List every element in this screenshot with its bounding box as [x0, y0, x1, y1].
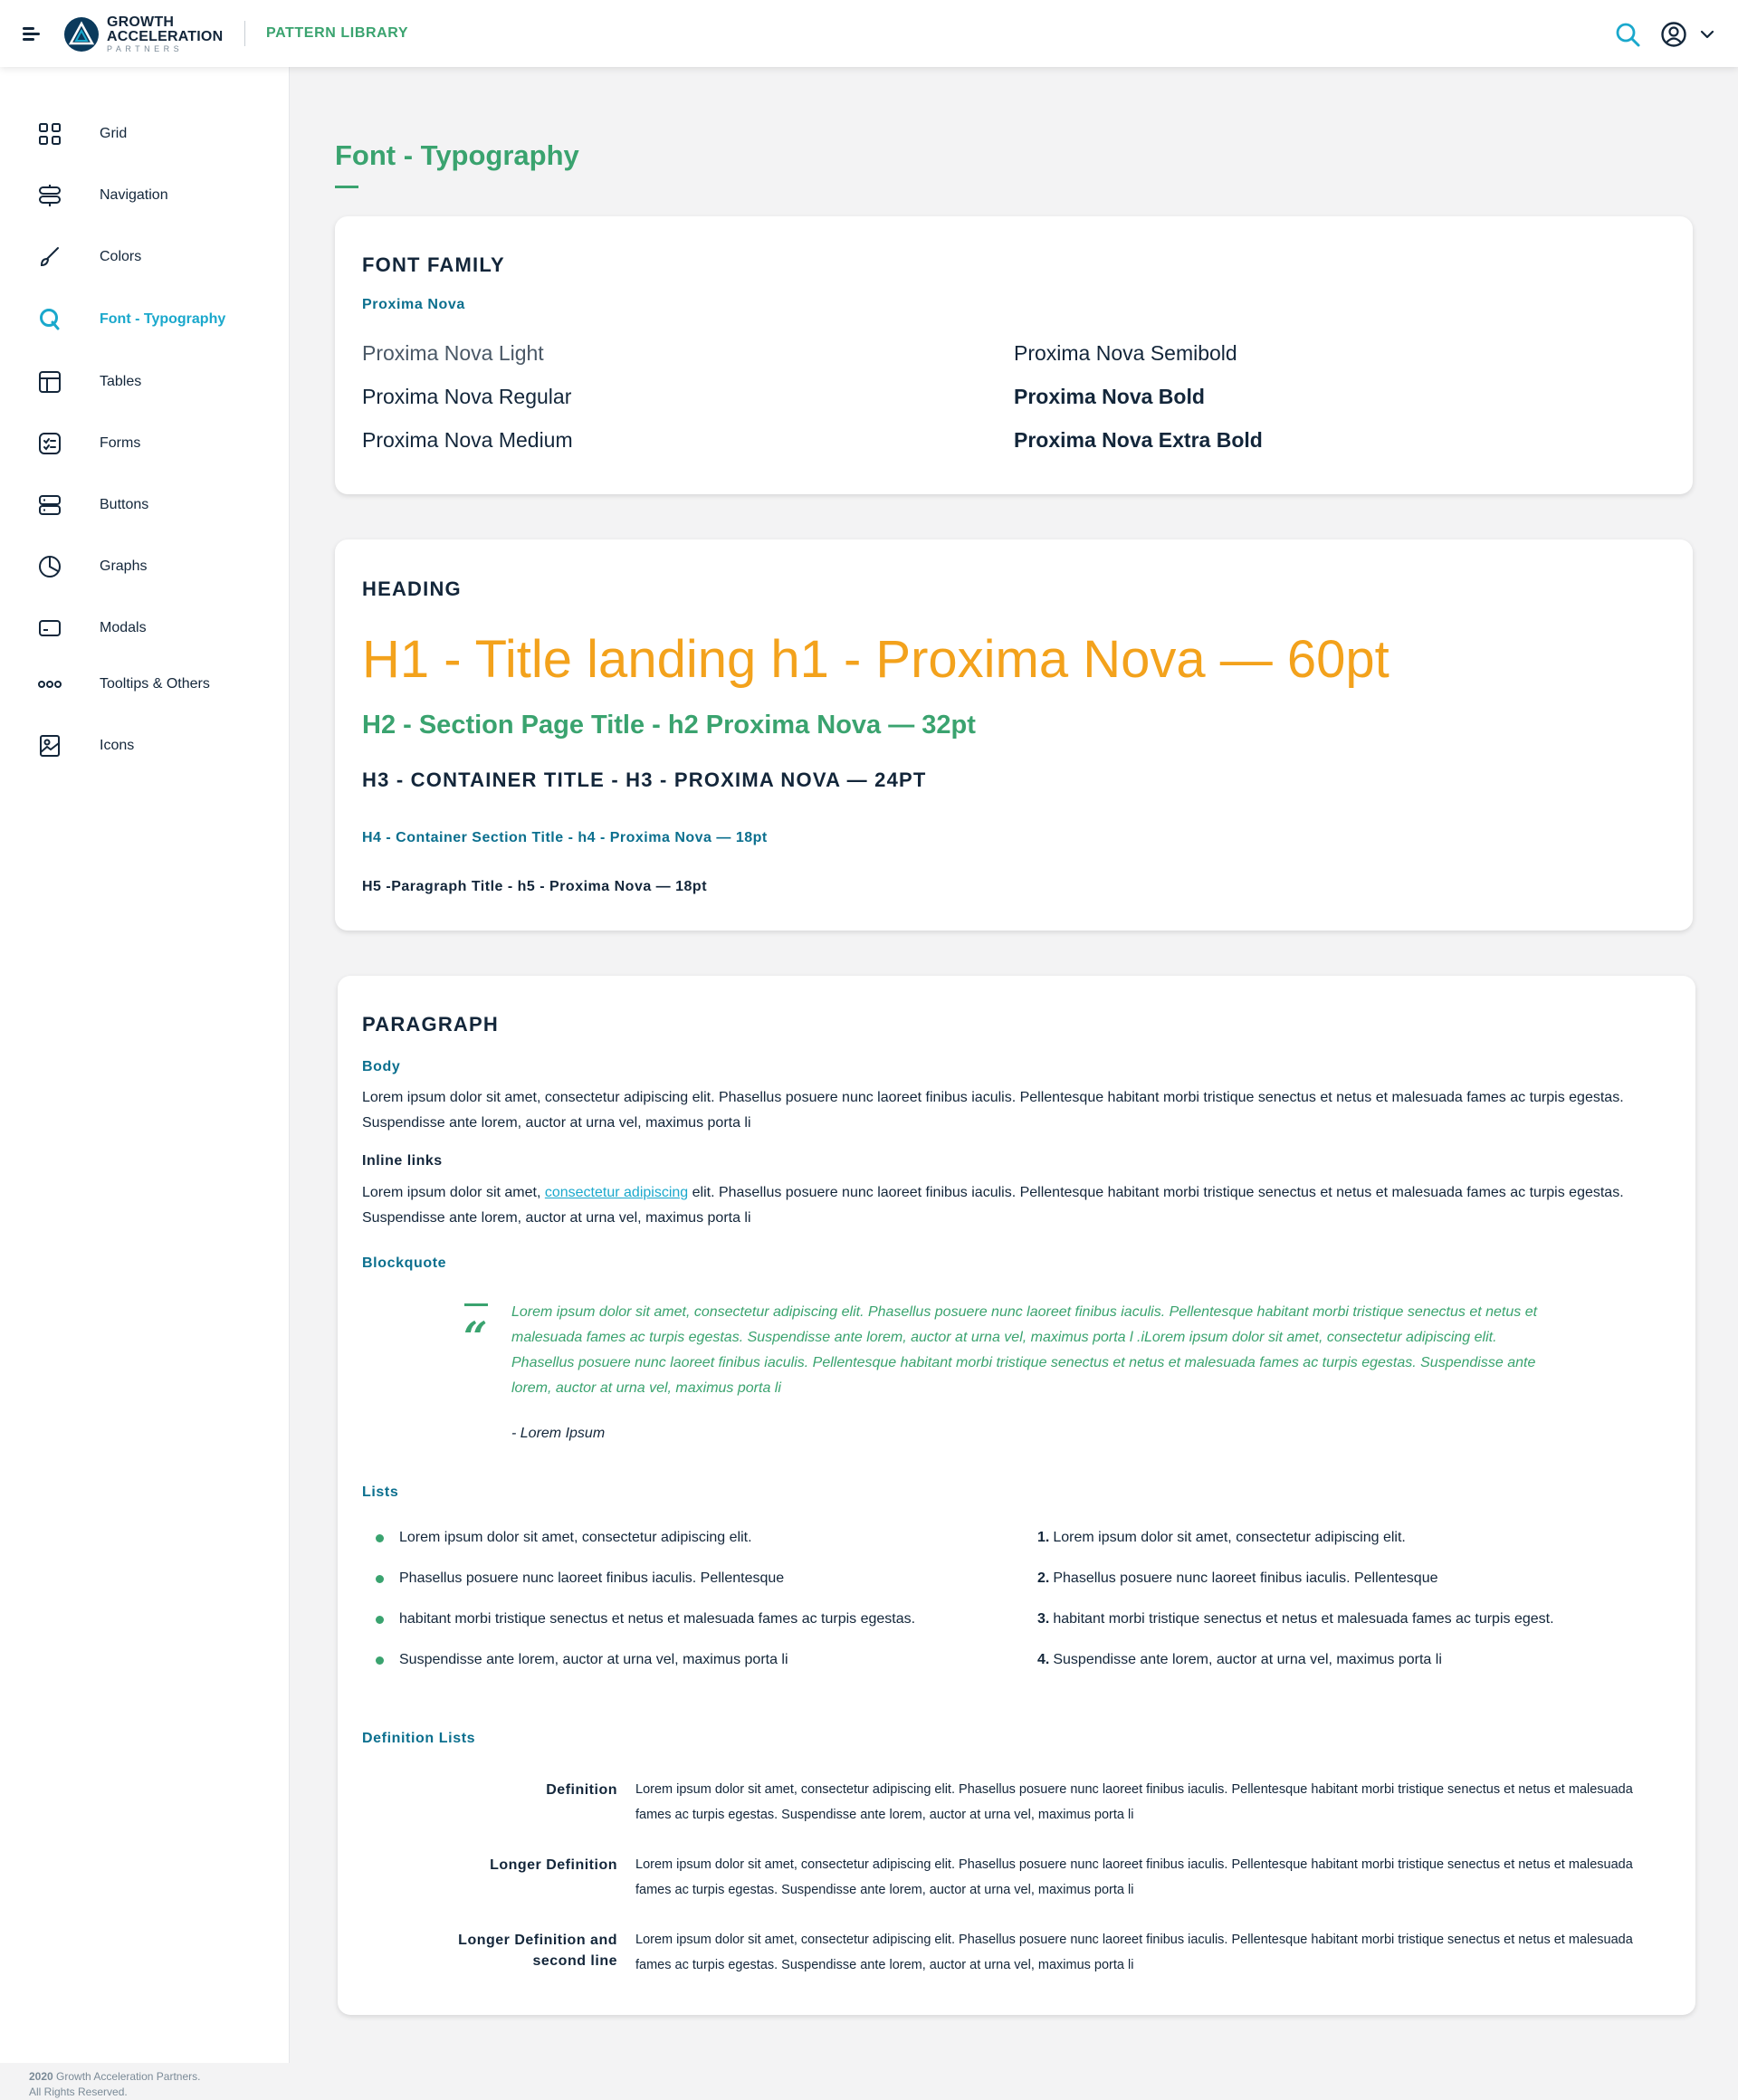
- list-item: [376, 1530, 752, 1546]
- sidebar-item-label: Graphs: [100, 558, 148, 574]
- sidebar-item-grid[interactable]: [0, 114, 290, 154]
- inline-text-after: elit. Phasellus posuere nunc laoreet finibus iaculis. Pellentesque habitant morbi tristique senectus et netus et malesuada fames ac turpis egestas. Suspendisse ante lorem, auctor at urna vel, maximus porta li: [362, 1185, 1624, 1226]
- search-icon[interactable]: [1615, 22, 1640, 47]
- ordered-list-item: [1037, 1611, 1554, 1628]
- page-title: Font - Typography: [335, 139, 579, 171]
- buttons-icon: [36, 492, 63, 519]
- font-family-name: Proxima Nova: [362, 297, 465, 312]
- font-weight-light: Proxima Nova Light: [362, 341, 544, 365]
- sidebar-item-graphs[interactable]: [0, 547, 290, 587]
- modal-icon: [36, 615, 63, 642]
- blockquote-text: Lorem ipsum dolor sit amet, consectetur adipiscing elit. Phasellus posuere nunc laoreet finibus iaculis. Pellentesque habitant morbi tristique senectus et netus et malesuada fames ac turpis egestas. Suspendisse ante lorem, auctor at urna vel, maximus porta l .iLorem ipsum dolor sit amet, consectetur adipiscing elit. Phasellus posuere nunc laoreet finibus iaculis. Pellentesque habitant morbi tristique senectus et netus et malesuada fames ac turpis egestas. Suspendisse ante lorem, auctor at urna vel, maximus porta li: [511, 1304, 1538, 1396]
- signpost-icon: [36, 182, 63, 209]
- font-weight-extra-bold: Proxima Nova Extra Bold: [1014, 428, 1263, 452]
- sidebar-item-label: Tables: [100, 374, 142, 389]
- sidebar-item-navigation[interactable]: [0, 176, 290, 215]
- more-icon: [36, 671, 63, 698]
- h5-sample: H5 -Paragraph Title - h5 - Proxima Nova — 18pt: [362, 879, 708, 894]
- list-item: [376, 1652, 788, 1668]
- blockquote-dash: [464, 1303, 488, 1306]
- font-weight-regular: Proxima Nova Regular: [362, 385, 572, 408]
- definition-description: Lorem ipsum dolor sit amet, consectetur adipiscing elit. Phasellus posuere nunc laoreet finibus iaculis. Pellentesque habitant morbi tristique senectus et netus et malesuada fames ac turpis egestas. Suspendisse ante lorem, auctor at urna vel, maximus porta li: [635, 1782, 1633, 1822]
- definition-term: Longer Definition: [490, 1857, 617, 1873]
- list-number: 4.: [1037, 1652, 1050, 1667]
- sidebar-item-modals[interactable]: [0, 608, 290, 648]
- logo-line-2: ACCELERATION: [107, 29, 224, 44]
- logo-mark-icon: [63, 16, 100, 52]
- sidebar-item-typography[interactable]: [0, 300, 290, 339]
- sidebar-item-tooltips[interactable]: [0, 664, 290, 704]
- sidebar-item-colors[interactable]: [0, 237, 290, 277]
- table-icon: [36, 368, 63, 396]
- ordered-list-item: [1037, 1652, 1442, 1668]
- definition-description: Lorem ipsum dolor sit amet, consectetur adipiscing elit. Phasellus posuere nunc laoreet finibus iaculis. Pellentesque habitant morbi tristique senectus et netus et malesuada fames ac turpis egestas. Suspendisse ante lorem, auctor at urna vel, maximus porta li: [635, 1933, 1633, 1972]
- sidebar-item-label: Buttons: [100, 497, 149, 512]
- sidebar-item-label: Colors: [100, 249, 142, 264]
- definition-description: Lorem ipsum dolor sit amet, consectetur adipiscing elit. Phasellus posuere nunc laoreet finibus iaculis. Pellentesque habitant morbi tristique senectus et netus et malesuada fames ac turpis egestas. Suspendisse ante lorem, auctor at urna vel, maximus porta li: [635, 1857, 1633, 1897]
- top-bar: [0, 0, 1738, 67]
- bullet-icon: [376, 1575, 384, 1583]
- definition-term: Longer Definition and second line: [458, 1933, 617, 1969]
- list-item-text: Lorem ipsum dolor sit amet, consectetur adipiscing elit.: [1053, 1530, 1406, 1545]
- sidebar-item-tables[interactable]: [0, 362, 290, 402]
- blockquote-label: Blockquote: [362, 1255, 447, 1271]
- typography-icon: [36, 306, 63, 333]
- list-item-text: habitant morbi tristique senectus et netus et malesuada fames ac turpis egest.: [1053, 1611, 1554, 1627]
- inline-link[interactable]: consectetur adipiscing: [544, 1185, 689, 1200]
- inline-links-text: [362, 1180, 1638, 1231]
- list-item: [376, 1570, 784, 1587]
- sidebar-item-icons[interactable]: [0, 726, 290, 766]
- brush-icon: [36, 243, 63, 271]
- company-logo[interactable]: [63, 15, 223, 53]
- sidebar-item-label: Grid: [100, 126, 128, 141]
- sidebar-item-label: Modals: [100, 620, 147, 635]
- sidebar-item-label: Icons: [100, 738, 135, 753]
- paragraph-card-title: PARAGRAPH: [362, 1013, 499, 1036]
- bullet-icon: [376, 1616, 384, 1624]
- definition-term: Definition: [546, 1782, 617, 1798]
- h3-sample: H3 - CONTAINER TITLE - H3 - PROXIMA NOVA — 24PT: [362, 768, 927, 791]
- list-item-text: Phasellus posuere nunc laoreet finibus iaculis. Pellentesque: [399, 1570, 785, 1586]
- ordered-list-item: [1037, 1530, 1406, 1546]
- sidebar-item-label: Font - Typography: [100, 311, 226, 327]
- sidebar-item-label: Tooltips & Others: [100, 676, 210, 692]
- form-icon: [36, 430, 63, 457]
- footer-company: Growth Acceleration Partners.: [56, 2070, 201, 2083]
- font-family-heading: FONT FAMILY: [362, 253, 505, 276]
- chevron-down-icon[interactable]: [1700, 28, 1714, 41]
- list-number: 2.: [1037, 1570, 1050, 1586]
- h4-sample: H4 - Container Section Title - h4 - Proxima Nova — 18pt: [362, 830, 768, 845]
- list-number: 1.: [1037, 1530, 1050, 1545]
- list-item-text: Suspendisse ante lorem, auctor at urna vel, maximus porta li: [1053, 1652, 1442, 1667]
- header-divider: [244, 21, 245, 46]
- lists-label: Lists: [362, 1484, 399, 1500]
- section-title[interactable]: PATTERN LIBRARY: [266, 25, 409, 41]
- pie-chart-icon: [36, 553, 63, 580]
- sidebar-item-forms[interactable]: [0, 424, 290, 463]
- list-item-text: Lorem ipsum dolor sit amet, consectetur adipiscing elit.: [399, 1530, 752, 1545]
- sidebar-item-buttons[interactable]: [0, 485, 290, 525]
- list-item: [376, 1611, 915, 1628]
- inline-text-before: Lorem ipsum dolor sit amet,: [362, 1185, 545, 1200]
- definition-lists-label: Definition Lists: [362, 1731, 476, 1746]
- grid-icon: [36, 120, 63, 148]
- list-number: 3.: [1037, 1611, 1050, 1627]
- blockquote-citation: - Lorem Ipsum: [511, 1426, 606, 1441]
- logo-line-1: GROWTH: [107, 14, 175, 30]
- font-weight-bold: Proxima Nova Bold: [1014, 385, 1205, 408]
- ordered-list-item: [1037, 1570, 1438, 1587]
- sidebar: [0, 67, 290, 2098]
- quote-mark-icon: “: [463, 1312, 488, 1361]
- body-text: Lorem ipsum dolor sit amet, consectetur adipiscing elit. Phasellus posuere nunc laoreet finibus iaculis. Pellentesque habitant morbi tristique senectus et netus et malesuada fames ac turpis egestas. Suspendisse ante lorem, auctor at urna vel, maximus porta li: [362, 1090, 1624, 1131]
- bullet-icon: [376, 1656, 384, 1665]
- bullet-icon: [376, 1534, 384, 1542]
- list-item-text: Suspendisse ante lorem, auctor at urna vel, maximus porta li: [399, 1652, 788, 1667]
- list-item-text: habitant morbi tristique senectus et netus et malesuada fames ac turpis egestas.: [399, 1611, 916, 1627]
- h1-sample: H1 - Title landing h1 - Proxima Nova — 60pt: [362, 630, 1389, 689]
- heading-card-title: HEADING: [362, 578, 462, 600]
- image-icon: [36, 732, 63, 759]
- user-icon[interactable]: [1660, 21, 1687, 48]
- font-weight-semibold: Proxima Nova Semibold: [1014, 341, 1237, 365]
- sidebar-item-label: Navigation: [100, 187, 168, 203]
- logo-line-3: PARTNERS: [107, 44, 184, 53]
- inline-links-label: Inline links: [362, 1153, 443, 1169]
- footer-rights: All Rights Reserved.: [29, 2086, 128, 2098]
- list-item-text: Phasellus posuere nunc laoreet finibus iaculis. Pellentesque: [1053, 1570, 1438, 1586]
- h2-sample: H2 - Section Page Title - h2 Proxima Nova — 32pt: [362, 711, 976, 740]
- menu-icon[interactable]: [23, 27, 41, 42]
- footer-year: 2020: [29, 2070, 53, 2083]
- font-weight-medium: Proxima Nova Medium: [362, 428, 573, 452]
- sidebar-footer: [29, 2069, 200, 2100]
- body-label: Body: [362, 1059, 401, 1074]
- title-underline: [335, 186, 358, 188]
- sidebar-item-label: Forms: [100, 435, 141, 451]
